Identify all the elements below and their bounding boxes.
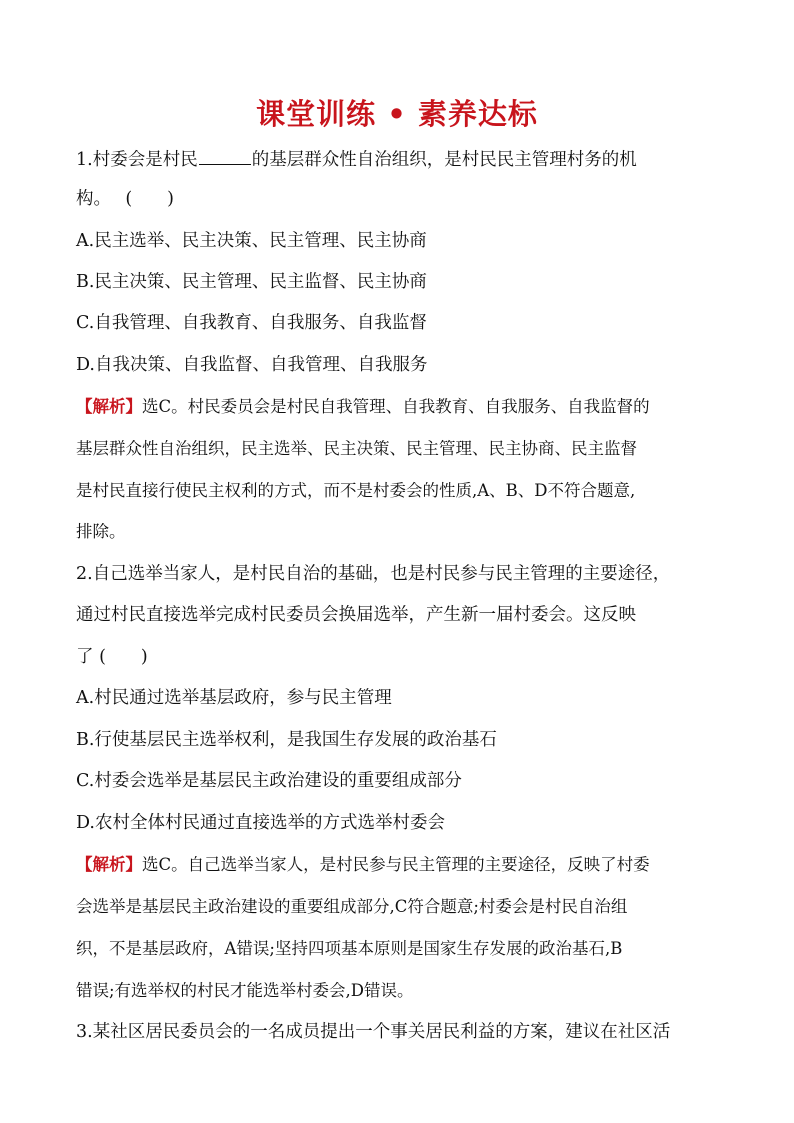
q1-option-c: C.自我管理、自我教育、自我服务、自我监督 — [76, 313, 427, 333]
q2-option-b: B.行使基层民主选举权利，是我国生存发展的政治基石 — [76, 730, 497, 750]
q2-option-c: C.村委会选举是基层民主政治建设的重要组成部分 — [76, 771, 462, 791]
q3-stem-line-1: 3.某社区居民委员会的一名成员提出一个事关居民利益的方案，建议在社区活 — [76, 1022, 671, 1042]
q1-analysis-line-2: 基层群众性自治组织，民主选举、民主决策、民主管理、民主协商、民主监督 — [76, 439, 637, 458]
q2-analysis-line-4: 错误;有选举权的村民才能选举村委会,D错误。 — [76, 981, 414, 1000]
q2-analysis-line-1 — [76, 853, 718, 877]
q2-analysis-tag: 【解析】 — [76, 855, 142, 874]
q2-option-d: D.农村全体村民通过直接选举的方式选举村委会 — [76, 813, 445, 833]
q2-stem-line-1: 2.自己选举当家人，是村民自治的基础，也是村民参与民主管理的主要途径， — [76, 564, 671, 584]
page-title: 课堂训练 • 素养达标 — [256, 97, 538, 131]
q2-stem-line-3: 了 ( ) — [76, 647, 148, 667]
q1-option-a: A.民主选举、民主决策、民主管理、民主协商 — [76, 231, 427, 251]
q1-stem-part-a: 1.村委会是村民 — [76, 150, 198, 170]
q1-answer-blank — [199, 146, 251, 165]
q1-analysis-line-3: 是村民直接行使民主权利的方式，而不是村委会的性质,A、B、D不符合题意, — [76, 481, 636, 500]
q2-analysis-text-1: 选C。自己选举当家人，是村民参与民主管理的主要途径，反映了村委 — [142, 855, 650, 874]
q2-stem-line-2: 通过村民直接选举完成村民委员会换届选举，产生新一届村委会。这反映 — [76, 605, 636, 625]
q2-option-a: A.村民通过选举基层政府，参与民主管理 — [76, 688, 392, 708]
q1-stem-part-b: 的基层群众性自治组织，是村民民主管理村务的机 — [251, 150, 637, 170]
q1-analysis-line-1 — [76, 395, 718, 419]
q1-analysis-tag: 【解析】 — [76, 397, 142, 416]
q2-analysis-line-2: 会选举是基层民主政治建设的重要组成部分,C符合题意;村委会是村民自治组 — [76, 897, 628, 916]
q1-analysis-line-4: 排除。 — [76, 522, 126, 541]
q1-stem-line-1 — [76, 146, 726, 172]
q2-analysis-line-3: 织，不是基层政府，A错误;坚持四项基本原则是国家生存发展的政治基石,B — [76, 939, 623, 958]
q1-option-b: B.民主决策、民主管理、民主监督、民主协商 — [76, 272, 427, 292]
q1-stem-line-2: 构。 ( ) — [76, 189, 174, 209]
q1-option-d: D.自我决策、自我监督、自我管理、自我服务 — [76, 355, 428, 375]
q1-analysis-text-1: 选C。村民委员会是村民自我管理、自我教育、自我服务、自我监督的 — [142, 397, 650, 416]
